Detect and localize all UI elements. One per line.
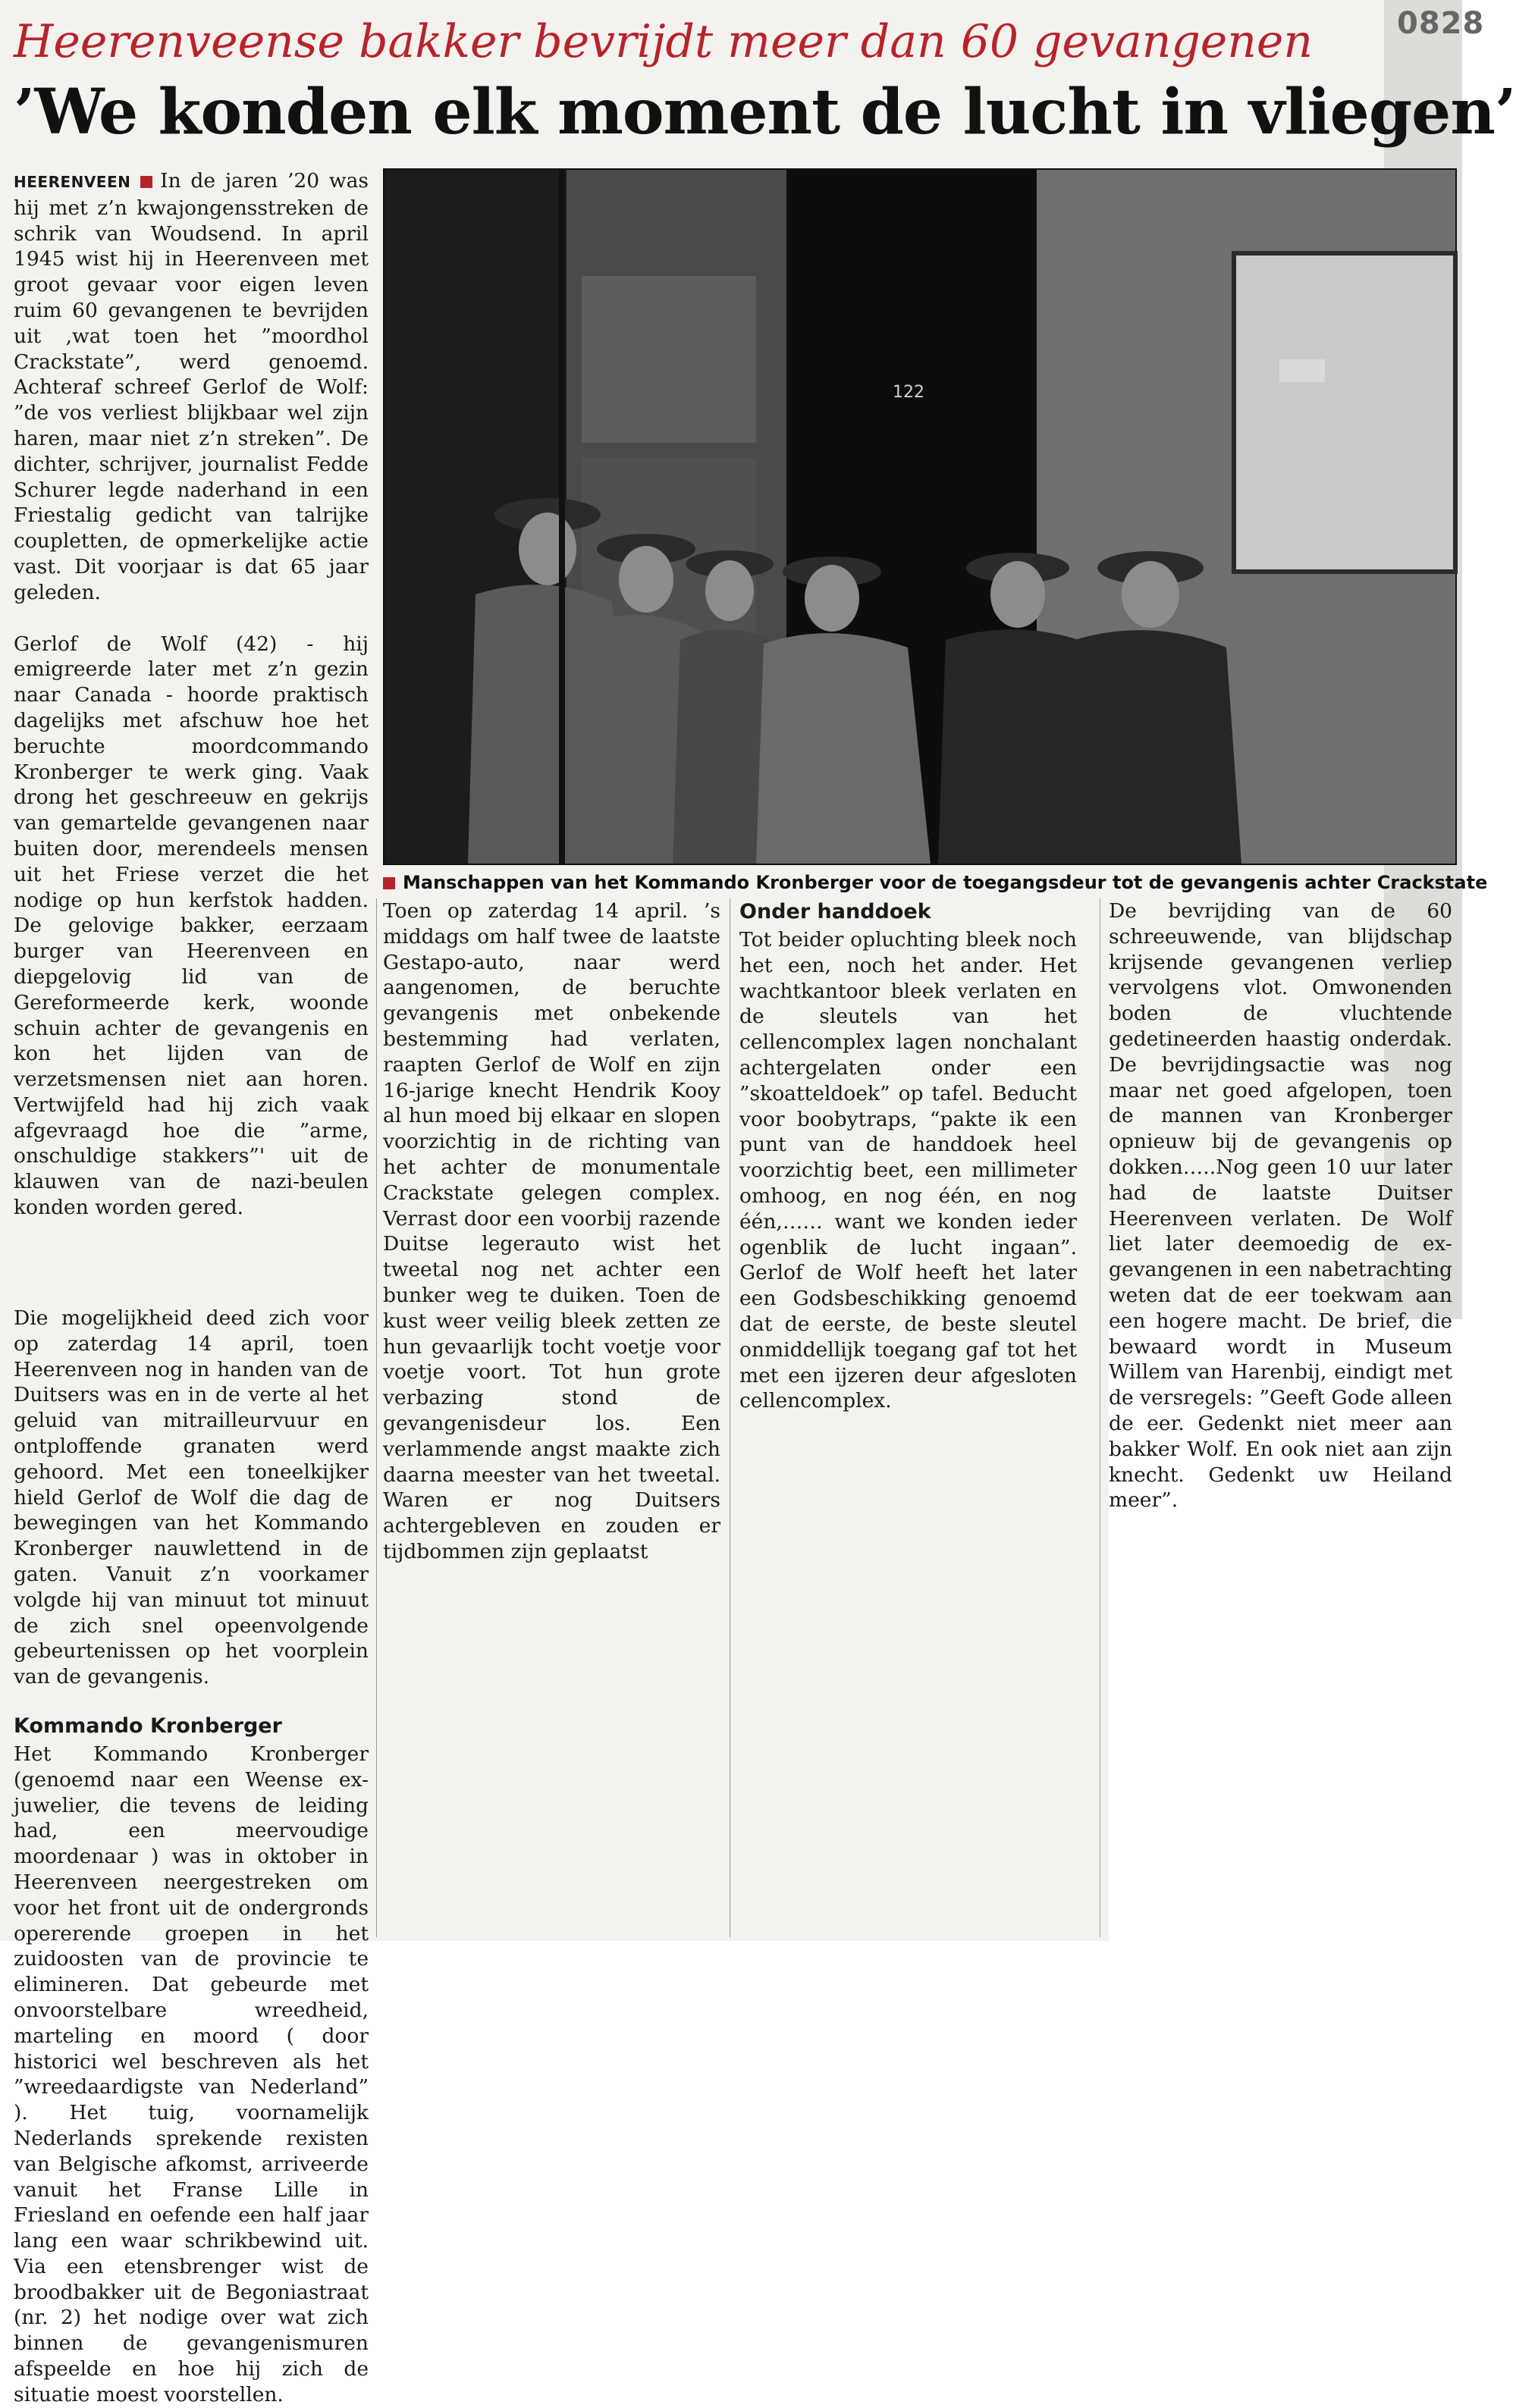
dateline-marker-icon (140, 176, 152, 188)
paragraph-2: Die mogelijkheid deed zich voor op zaterdag 14 april, toen Heerenveen nog in handen van de Duitsers was en in de verte al het geluid van mitrailleurvuur en ontploffende granaten werd gehoord. Met een toneelkijker hield Gerlof de Wolf die dag de bewegingen van het Kommando Kronberger nauwlettend in de gaten. Vanuit z’n voorkamer volgde hij van minuut tot minuut de zich snel opeenvolgende gebeurtenissen op het voorplein van de gevangenis. (14, 1306, 369, 1689)
subheading-kommando: Kommando Kronberger (14, 1714, 282, 1738)
paragraph-3-start (14, 1742, 369, 2408)
body-column-2 (383, 898, 720, 1565)
article-photo (383, 168, 1457, 865)
paragraph-gap (14, 606, 369, 632)
caption-text: Manschappen van het Kommando Kronberger voor de toegangsdeur tot de gevangenis achter Crackstate (403, 872, 1488, 893)
main-headline: ’We konden elk moment de lucht in vliegen’ (14, 76, 1516, 149)
body-column-1 (14, 1306, 369, 2408)
paragraph-6: De bevrijding van de 60 schreeuwende, van blijdschap krijsende gevangenen verliep vervolgens vlot. Omwonenden boden de vluchtende gedetineerden haastig onderdak. De bevrijdingsactie was nog maar net goed afgelopen, toen de mannen van Kronberger opnieuw bij de gevangenis op dokken…..Nog geen 10 uur later had de laatste Duitser Heerenveen verlaten. De Wolf liet later deemoedig de ex-gevangenen in een nabetrachting weten dat de eer toekwam aan een hogere macht. De brief, die bewaard wordt in Museum Willem van Harenbij, eindigt met de versregels: ”Geeft Gode alleen de eer. Gedenkt niet meer aan bakker Wolf. En ook niet aan zijn knecht. Gedenkt uw Heiland meer”. (1109, 899, 1452, 1513)
photo-caption (383, 872, 1487, 893)
dateline: HEERENVEEN (14, 173, 131, 191)
door-number: 122 (893, 383, 924, 402)
lead-column (14, 168, 369, 1221)
subheading-handdoek: Onder handdoek (739, 900, 931, 923)
body-column-4 (1109, 898, 1452, 1513)
paragraph-5: Tot beider opluchting bleek noch het een, noch het ander. Het wachtkantoor bleek verlaten en de sleutels van het cellencomplex lagen nonchalant achtergelaten onder een ”skoatteldoek” op tafel. Beducht voor boobytraps, “pakte ik een punt van de handdoek heel voorzichtig beet, een millimeter omhoog, en nog één, en nog één,…… want we konden ieder ogenblik de lucht ingaan”. Gerlof de Wolf heeft het later een Godsbeschikking genoemd dat de eerste, de beste sleutel onmiddellijk toegang gaf tot het met een ijzeren deur afgesloten cellencomplex. (739, 928, 1077, 1413)
body-column-3 (739, 898, 1077, 1414)
photo-illustration (384, 170, 1455, 864)
paragraph-1: Gerlof de Wolf (42) - hij emigreerde later met z’n gezin naar Canada - hoorde praktisch dagelijks met afschuw hoe het beruchte moordcommando Kronberger te werk ging. Vaak drong het geschreeuw en gekrijs van gemartelde gevangenen naar buiten door, merendeels mensen uit het Friese verzet die het nodige op hun kerfstok hadden. De gelovige bakker, eerzaam burger van Heerenveen en diepgelovig lid van de Gereformeerde kerk, woonde schuin achter de gevangenis en kon het lijden van de verzetsmensen niet aan horen. Vertwijfeld had hij zich vaak afgevraagd hoe die ”arme, onschuldige stakkers”' uit de klauwen van de nazi-beulen konden worden gered. (14, 632, 369, 1220)
corner-number: 0828 (1397, 6, 1485, 41)
paragraph-4: Toen op zaterdag 14 april. ’s middags om half twee de laatste Gestapo-auto, naar werd aangenomen, de beruchte gevangenis met onbekende bestemming had verlaten, raapten Gerlof de Wolf en zijn 16-jarige knecht Hendrik Kooy al hun moed bij elkaar en slopen voorzichtig in de richting van het achter de monumentale Crackstate gelegen complex. Verrast door een voorbij razende Duitse legerauto wist het tweetal nog net achter een bunker weg te duiken. Toen de kust weer veilig bleek zetten ze hun gevaarlijk tocht voetje voor voetje voort. Tot hun grote verbazing stond de gevangenisdeur los. Een verlammende angst maakte zich daarna meester van het tweetal. Waren er nog Duitsers achtergebleven en zouden er tijdbommen zijn geplaatst (383, 899, 720, 1563)
paragraph-3: Het Kommando Kronberger (genoemd naar een Weense ex-juwelier, die tevens de leiding had, een meervoudige moordenaar ) was in oktober in Heerenveen neergestreken om voor het front uit de ondergronds opererende groepen in het zuidoosten van de provincie te elimineren. Dat gebeurde met onvoorstelbare wreedheid, marteling en moord ( door historici wel beschreven als het ”wreedaardigste van Nederland” ). Het tuig, voornamelijk Nederlands sprekende rexisten van Belgische afkomst, arriveerde vanuit het Franse Lille in Friesland en oefende een half jaar lang een waar schrikbewind uit. Via een etensbrenger wist de broodbakker uit de Begoniastraat (nr. 2) het nodige over wat zich binnen de gevangenismuren afspeelde en hoe hij zich de situatie moest voorstellen. (14, 1742, 369, 2406)
kicker-headline: Heerenveense bakker bevrijdt meer dan 60 gevangenen (14, 15, 1314, 68)
lead-paragraph: In de jaren ’20 was hij met z’n kwajongensstreken de schrik van Woudsend. In april 1945 wist hij in Heerenveen met groot gevaar voor eigen leven ruim 60 gevangenen te bevrijden uit ,wat toen het ”moordhol Crackstate”, werd genoemd. Achteraf schreef Gerlof de Wolf: ”de vos verliest blijkbaar wel zijn haren, maar niet z’n streken”. De dichter, schrijver, journalist Fedde Schurer legde naderhand in een Friestalig gedicht van talrijke coupletten, de opmerkelijke actie vast. Dit voorjaar is dat 65 jaar geleden. (14, 169, 369, 604)
caption-marker-icon (383, 877, 395, 889)
column-rule (376, 898, 377, 1937)
